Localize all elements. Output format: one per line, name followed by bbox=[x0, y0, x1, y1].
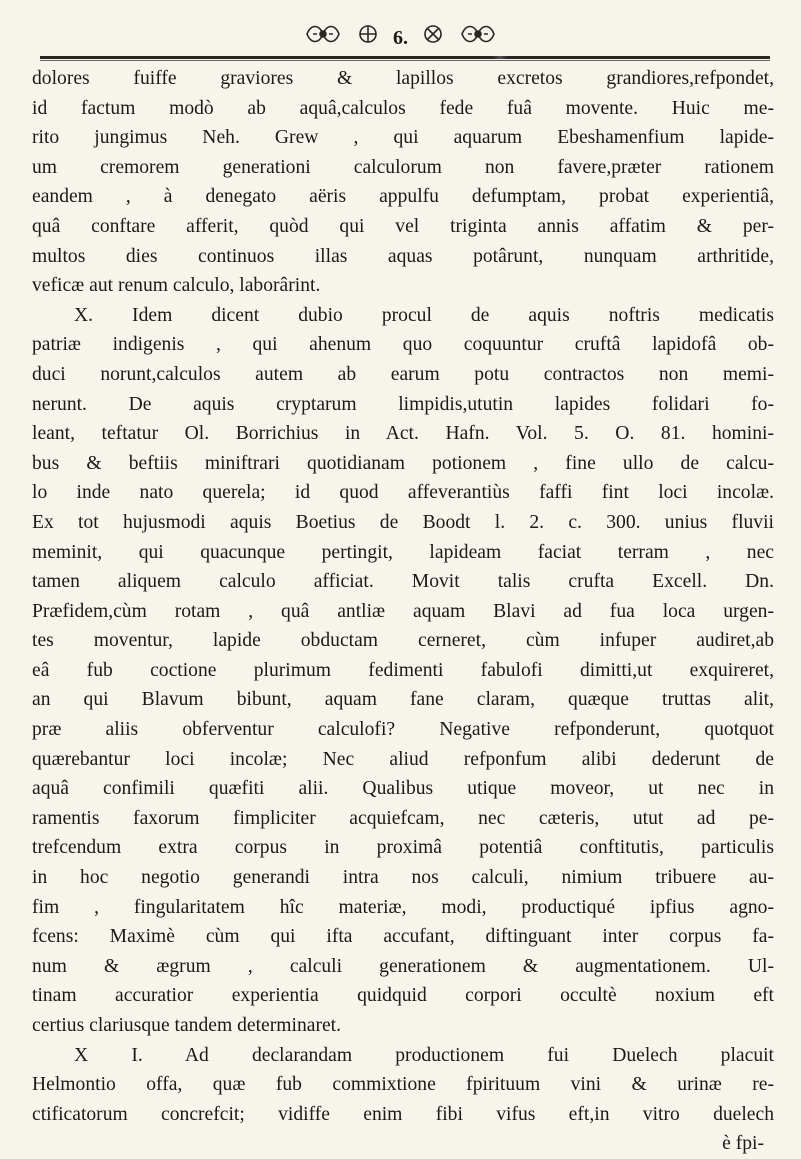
text-line: fim , fingularitatem hîc materiæ, modi, productiqué ipfius agno- bbox=[32, 896, 774, 918]
text-line: patriæ indigenis , qui ahenum quo coquuntur cruftâ lapidofâ ob- bbox=[32, 334, 774, 356]
text-line: ramentis faxorum fimpliciter acquiefcam, nec cæteris, utut ad pe- bbox=[32, 807, 774, 829]
text-line: eandem , à denegato aëris appulfu defumptam, probat experientiâ, bbox=[32, 186, 774, 208]
text-line: tinam accuratior experientia quidquid corpori occultè noxium eft bbox=[32, 985, 774, 1007]
floral-ornament-icon bbox=[303, 21, 343, 52]
text-line: duci norunt,calculos autem ab earum potu contractos non memi- bbox=[32, 363, 774, 385]
text-line: num & ægrum , calculi generationem & augmentationem. Ul- bbox=[32, 955, 774, 977]
text-line: nerunt. De aquis cryptarum limpidis,ututin lapides folidari fo- bbox=[32, 393, 774, 415]
text-line: Helmontio offa, quæ fub commixtione fpirituum vini & urinæ re- bbox=[32, 1074, 774, 1096]
text-line: certius clariusque tandem determinaret. bbox=[32, 1015, 342, 1036]
text-line: quâ conftare afferit, quòd qui vel triginta annis affatim & per- bbox=[32, 215, 774, 237]
text-line: um cremorem generationi calculorum non favere,præter rationem bbox=[32, 156, 774, 178]
text-line: eâ fub coctione plurimum fedimenti fabulofi dimitti,ut exquireret, bbox=[32, 659, 774, 681]
text-line: rito jungimus Neh. Grew , qui aquarum Ebeshamenfium lapide- bbox=[32, 127, 774, 149]
text-line: tes moventur, lapide obductam cerneret, cùm infuper audiret,ab bbox=[32, 630, 774, 652]
floral-ornament-icon bbox=[458, 21, 498, 52]
header-rule bbox=[40, 56, 770, 59]
text-line: bus & beftiis miniftrari quotidianam potionem , fine ullo de calcu- bbox=[32, 452, 774, 474]
text-line: veficæ aut renum calculo, laborârint. bbox=[32, 275, 321, 297]
header-rule-thin bbox=[40, 60, 770, 61]
page-header bbox=[0, 18, 801, 54]
body-text bbox=[32, 64, 774, 1159]
text-line: trefcendum extra corpus in proximâ potentiâ conftitutis, particulis bbox=[32, 837, 774, 859]
text-line: meminit, qui quacunque pertingit, lapideam faciat terram , nec bbox=[32, 541, 774, 563]
text-line: ctificatorum concrefcit; vidiffe enim fibi vifus eft,in vitro duelech bbox=[32, 1103, 774, 1125]
text-line: tamen aliquem calculo afficiat. Movit talis crufta Excell. Dn. bbox=[32, 571, 774, 593]
text-line: dolores fuiffe graviores & lapillos excretos grandiores,refpondet, bbox=[32, 68, 774, 89]
section-heading-line: X I. Ad declarandam productionem fui Duelech placuit bbox=[74, 1044, 774, 1066]
section-heading-line: X. Idem dicent dubio procul de aquis noftris medicatis bbox=[74, 304, 774, 326]
page-number: 6. bbox=[393, 26, 408, 49]
floral-ornament-icon bbox=[422, 23, 444, 50]
text-line: in hoc negotio generandi intra nos calculi, nimium tribuere au- bbox=[32, 867, 774, 889]
text-line: fcens: Maximè cùm qui ifta accufant, diftinguant inter corpus fa- bbox=[32, 926, 774, 948]
catchword: è fpi- bbox=[722, 1133, 764, 1155]
text-line: quærebantur loci incolæ; Nec aliud refponfum alibi dederunt de bbox=[32, 748, 774, 770]
text-line: an qui Blavum bibunt, aquam fane claram, quæque truttas alit, bbox=[32, 689, 774, 711]
text-line: id factum modò ab aquâ,calculos fede fuâ movente. Huic me- bbox=[32, 97, 774, 119]
text-line: Ex tot hujusmodi aquis Boetius de Boodt l. 2. c. 300. unius fluvii bbox=[32, 511, 774, 533]
text-line: præ aliis obferventur calculofi? Negative refponderunt, quotquot bbox=[32, 719, 774, 741]
text-line: lo inde nato querela; id quod affeverantiùs faffi fint loci incolæ. bbox=[32, 482, 774, 504]
text-line: leant, teftatur Ol. Borrichius in Act. Hafn. Vol. 5. O. 81. homini- bbox=[32, 423, 774, 445]
text-line: Præfidem,cùm rotam , quâ antliæ aquam Blavi ad fua loca urgen- bbox=[32, 600, 774, 622]
text-line: aquâ confimili quæfiti alii. Qualibus utique moveor, ut nec in bbox=[32, 778, 774, 800]
text-line: multos dies continuos illas aquas potârunt, nunquam arthritide, bbox=[32, 245, 774, 267]
floral-ornament-icon bbox=[357, 23, 379, 50]
